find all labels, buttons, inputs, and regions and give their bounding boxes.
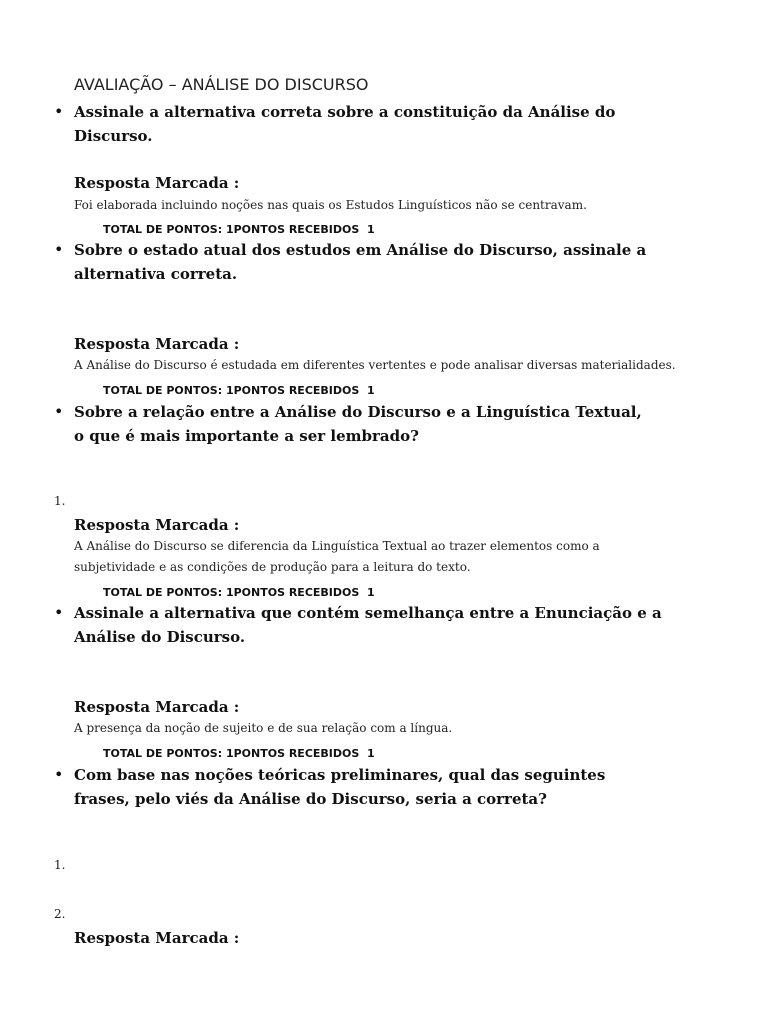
bullet-icon: •	[54, 102, 64, 121]
question-3: Sobre a relação entre a Análise do Discurso e a Linguística Textual, o que é mais importante a ser lembrado?	[74, 403, 642, 445]
page-title: AVALIAÇÃO – ANÁLISE DO DISCURSO	[74, 75, 369, 94]
question-2: Sobre o estado atual dos estudos em Análise do Discurso, assinale a alternativa correta.	[74, 241, 647, 283]
answer-4: A presença da noção de sujeito e de sua relação com a língua.	[74, 721, 453, 735]
points-3: TOTAL DE PONTOS: 1PONTOS RECEBIDOS 1	[103, 586, 375, 599]
points-1: TOTAL DE PONTOS: 1PONTOS RECEBIDOS 1	[103, 223, 375, 236]
response-label-1: Resposta Marcada :	[74, 174, 240, 192]
bullet-icon: •	[54, 402, 64, 421]
response-label-3: Resposta Marcada :	[74, 516, 240, 534]
answer-2: A Análise do Discurso é estudada em diferentes vertentes e pode analisar diversas materialidades.	[74, 358, 676, 372]
list-number: 1.	[54, 858, 66, 872]
bullet-icon: •	[54, 603, 64, 622]
question-4: Assinale a alternativa que contém semelhança entre a Enunciação e a Análise do Discurso.	[74, 604, 662, 646]
list-number: 2.	[54, 907, 66, 921]
list-number: 1.	[54, 494, 66, 508]
answer-1: Foi elaborada incluindo noções nas quais os Estudos Linguísticos não se centravam.	[74, 198, 587, 212]
bullet-icon: •	[54, 765, 64, 784]
question-5: Com base nas noções teóricas preliminares, qual das seguintes frases, pelo viés da Análise do Discurso, seria a correta?	[74, 766, 606, 808]
answer-3: A Análise do Discurso se diferencia da Linguística Textual ao trazer elementos como a subjetividade e as condições de produção para a leitura do texto.	[74, 539, 600, 574]
response-label-2: Resposta Marcada :	[74, 335, 240, 353]
response-label-4: Resposta Marcada :	[74, 698, 240, 716]
points-4: TOTAL DE PONTOS: 1PONTOS RECEBIDOS 1	[103, 747, 375, 760]
points-2: TOTAL DE PONTOS: 1PONTOS RECEBIDOS 1	[103, 384, 375, 397]
response-label-5: Resposta Marcada :	[74, 929, 240, 947]
question-1: Assinale a alternativa correta sobre a constituição da Análise do Discurso.	[74, 103, 616, 145]
bullet-icon: •	[54, 240, 64, 259]
